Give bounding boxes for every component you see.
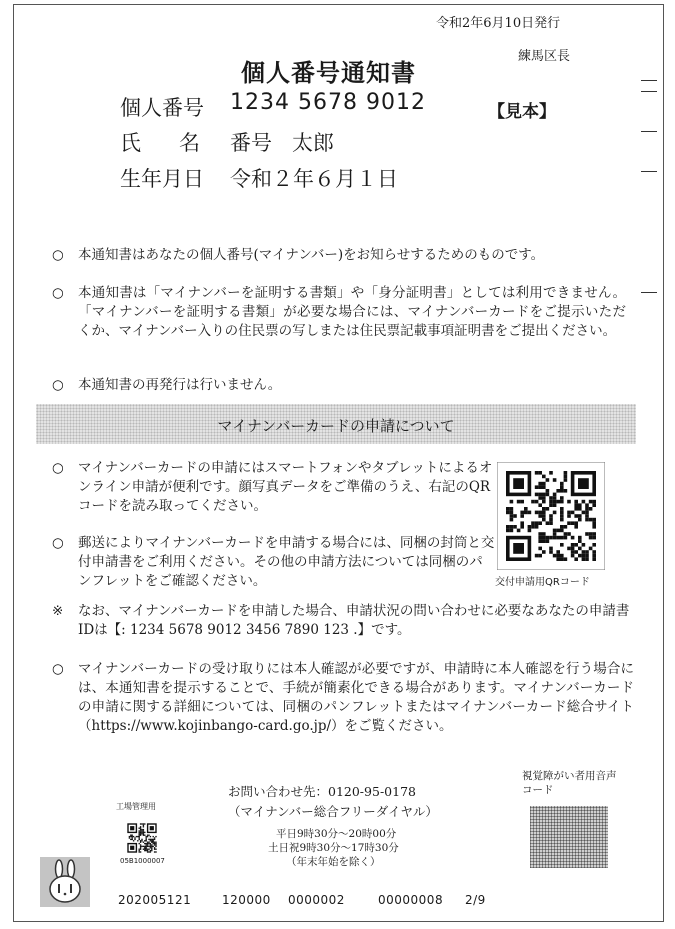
bullet: ○ <box>52 377 64 393</box>
margin-tick <box>641 292 657 293</box>
contact-phone: お問い合わせ先：0120-95-0178 <box>228 784 416 799</box>
footer-code-1: 202005121 <box>118 893 192 907</box>
margin-tick <box>641 131 657 132</box>
section-banner <box>36 404 636 444</box>
mynumber-logo <box>40 857 90 907</box>
margin-tick <box>641 171 657 172</box>
bullet: ○ <box>52 535 64 551</box>
dob-value: 令和２年６月１日 <box>230 167 398 191</box>
qr-caption: 交付申請用QRコード <box>495 577 590 588</box>
surname: 番号 <box>230 131 272 155</box>
note-mark: ※ <box>52 603 64 619</box>
dob-label: 生年月日 <box>120 167 204 191</box>
footer-page: 2/9 <box>465 893 486 907</box>
page-title: 個人番号通知書 <box>241 59 416 87</box>
name-label: 氏 名 <box>120 131 200 155</box>
factory-label: 工場管理用 <box>116 802 156 811</box>
hours-weekend: 土日祝9時30分～17時30分 <box>268 842 399 854</box>
bullet: ○ <box>52 247 64 263</box>
rabbit-icon <box>40 857 90 907</box>
personal-number-label: 個人番号 <box>120 96 204 120</box>
voice-code-label: 視覚障がい者用音声コード <box>522 770 617 796</box>
margin-tick <box>641 91 657 92</box>
bullet: ○ <box>52 285 64 301</box>
name-value <box>230 127 334 157</box>
voice-code-image <box>530 806 608 868</box>
section-heading: マイナンバーカードの申請について <box>217 417 455 435</box>
footer-code-4: 00000008 <box>378 893 444 907</box>
factory-code: 05B1000007 <box>120 857 165 865</box>
hours-exception: （年末年始を除く） <box>286 856 381 868</box>
contact-dial-name: （マイナンバー総合フリーダイヤル） <box>228 804 438 819</box>
bullet: ○ <box>52 661 64 677</box>
issuer: 練馬区長 <box>518 49 571 64</box>
given-name: 太郎 <box>292 131 334 155</box>
bullet: ○ <box>52 460 64 476</box>
sample-mark: 【見本】 <box>488 102 556 122</box>
issued-date: 令和2年6月10日発行 <box>436 16 561 31</box>
factory-qr-code <box>127 823 157 853</box>
personal-number-value: 1234 5678 9012 <box>230 90 426 115</box>
footer-code-2: 120000 <box>222 893 271 907</box>
application-qr-code[interactable] <box>497 462 605 570</box>
hours-weekday: 平日9時30分～20時00分 <box>276 828 397 840</box>
footer-code-3: 0000002 <box>288 893 345 907</box>
margin-tick <box>641 80 657 81</box>
